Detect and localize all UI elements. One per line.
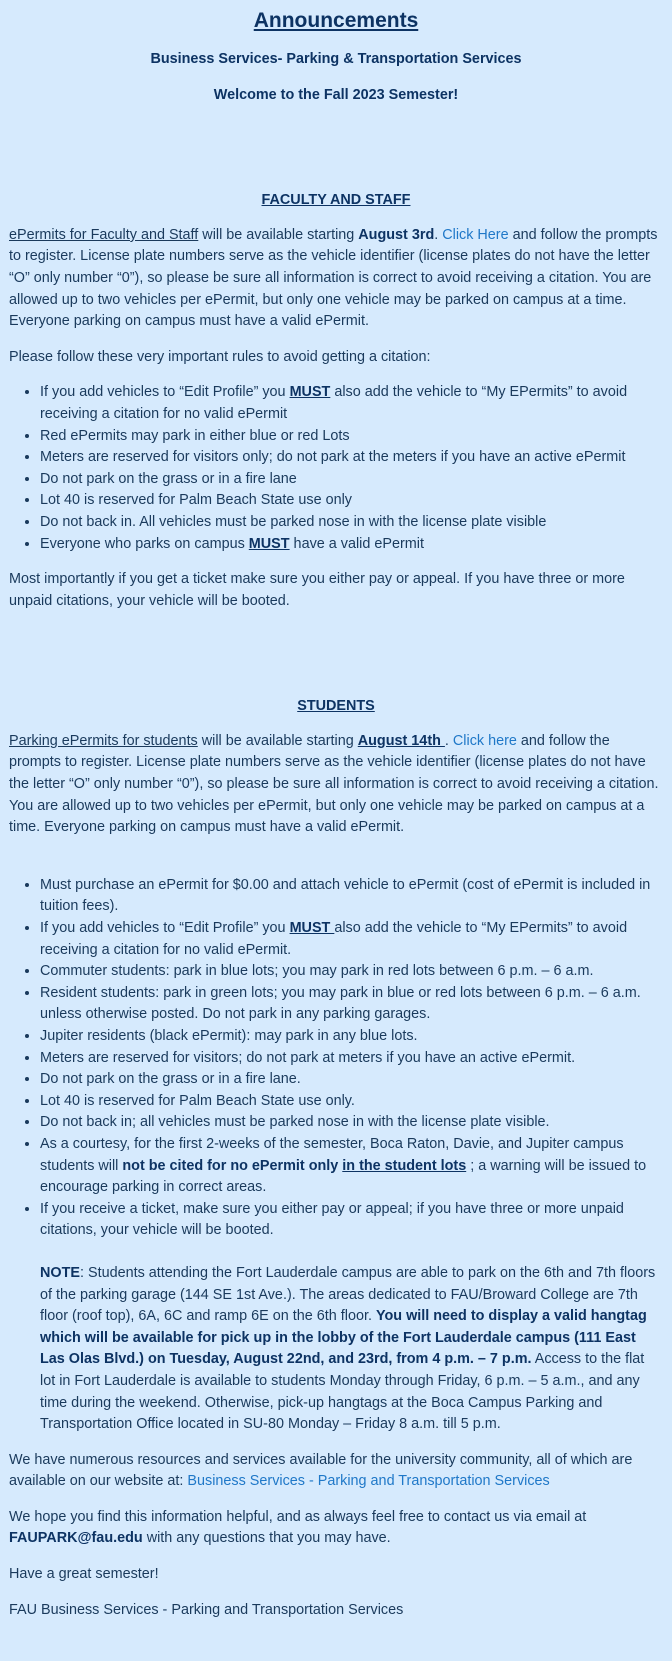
faculty-permit-link[interactable]: ePermits for Faculty and Staff bbox=[9, 226, 199, 243]
faculty-closing: Most importantly if you get a ticket make sure you either pay or appeal. If you have three or more unpaid citations, your vehicle will be booted. bbox=[9, 571, 625, 609]
list-item: • Lot 40 is reserved for Palm Beach State use only bbox=[40, 490, 663, 512]
resources-paragraph: We have numerous resources and services available for the university community, all of which are available on our website at: Business Services - Parking and Transportation Services bbox=[9, 1451, 633, 1490]
students-intro: Parking ePermits for students will be available starting August 14th . Click here and follow the prompts to register. License plate numbers serve as the vehicle identifier (license plates do not have the letter “O” only number “0”), so please be sure all information is correct to avoid receiving a citation. You are allowed up to two vehicles per ePermit, but only one vehicle may be parked on campus at a time. Everyone parking on campus must have a valid ePermit. bbox=[9, 732, 659, 836]
faculty-heading: FACULTY AND STAFF bbox=[261, 192, 411, 209]
list-item: • If you add vehicles to “Edit Profile” you MUST also add the vehicle to “My EPermits” to avoid receiving a citation for no valid ePermit bbox=[40, 382, 663, 425]
faculty-section bbox=[9, 190, 663, 612]
list-item: • Must purchase an ePermit for $0.00 and attach vehicle to ePermit (cost of ePermit is included in tuition fees). bbox=[40, 875, 663, 918]
faculty-intro: ePermits for Faculty and Staff will be available starting August 3rd. Click Here and follow the prompts to register. License plate numbers serve as the vehicle identifier (license plates do not have the letter “O” only number “0”), so please be sure all information is correct to avoid receiving a citation. You are allowed up to two vehicles per ePermit, but only one vehicle may be parked on campus at a time. Everyone parking on campus must have a valid ePermit. bbox=[9, 226, 658, 330]
students-start-date: August 14th bbox=[357, 732, 445, 749]
list-item: • Red ePermits may park in either blue or red Lots bbox=[40, 426, 663, 448]
list-item: • Do not park on the grass or in a fire lane. bbox=[40, 1069, 663, 1091]
website-link[interactable]: Business Services - Parking and Transportation Services bbox=[187, 1473, 550, 1490]
students-permit-link[interactable]: Parking ePermits for students bbox=[9, 732, 198, 749]
list-item: • Resident students: park in green lots; you may park in blue or red lots between 6 p.m. – 6 a.m. unless otherwise posted. Do not park in any parking garages. bbox=[40, 983, 663, 1026]
welcome-message: Welcome to the Fall 2023 Semester! bbox=[213, 86, 459, 103]
faculty-start-date: August 3rd bbox=[358, 226, 435, 243]
list-item: • Jupiter residents (black ePermit): may park in any blue lots. bbox=[40, 1026, 663, 1048]
list-item: • If you receive a ticket, make sure you either pay or appeal; if you have three or more unpaid citations, your vehicle will be booted. bbox=[40, 1199, 663, 1242]
list-item: • Everyone who parks on campus MUST have a valid ePermit bbox=[40, 534, 663, 556]
contact-email[interactable]: FAUPARK@fau.edu bbox=[9, 1530, 143, 1547]
farewell-message: Have a great semester! bbox=[9, 1566, 159, 1583]
students-rules-list bbox=[9, 875, 663, 1242]
list-item: • Commuter students: park in blue lots; you may park in red lots between 6 p.m. – 6 a.m. bbox=[40, 961, 663, 983]
fort-lauderdale-note: NOTE: Students attending the Fort Lauderdale campus are able to park on the 6th and 7th floors of the parking garage (144 SE 1st Ave.). The areas dedicated to FAU/Broward College are 7th floor (roof top), 6A, 6C and ramp 6E on the 6th floor. You will need to display a valid hangtag which will be available for pick up in the lobby of the Fort Lauderdale campus (111 East Las Olas Blvd.) on Tuesday, August 22nd, and 23rd, from 4 p.m. – 7 p.m. Access to the flat lot in Fort Lauderdale is available to students Monday through Friday, 6 p.m. – 5 a.m., and any time during the weekend. Otherwise, pick-up hangtags at the Boca Campus Parking and Transportation Office located in SU-80 Monday – Friday 8 a.m. till 5 p.m. bbox=[40, 1264, 656, 1433]
signature: FAU Business Services - Parking and Transportation Services bbox=[9, 1601, 404, 1618]
faculty-rules-list bbox=[9, 382, 663, 555]
list-item: • Do not back in; all vehicles must be parked nose in with the license plate visible. bbox=[40, 1112, 663, 1134]
faculty-click-here-link[interactable]: Click Here bbox=[442, 226, 509, 243]
students-heading: STUDENTS bbox=[297, 698, 375, 715]
list-item: • As a courtesy, for the first 2-weeks of the semester, Boca Raton, Davie, and Jupiter campus students will not be cited for no ePermit only in the student lots ; a warning will be issued to encourage parking in correct areas. bbox=[40, 1134, 663, 1199]
students-section bbox=[9, 696, 663, 1435]
list-item: • Meters are reserved for visitors; do not park at meters if you have an active ePermit. bbox=[40, 1048, 663, 1070]
faculty-rules-intro: Please follow these very important rules to avoid getting a citation: bbox=[9, 348, 431, 365]
list-item: • If you add vehicles to “Edit Profile” you MUST also add the vehicle to “My EPermits” to avoid receiving a citation for no valid ePermit. bbox=[40, 918, 663, 961]
list-item: • Meters are reserved for visitors only; do not park at the meters if you have an active ePermit bbox=[40, 447, 663, 469]
contact-paragraph: We hope you find this information helpful, and as always feel free to contact us via email at FAUPARK@fau.edu with any questions that you may have. bbox=[9, 1508, 587, 1547]
page-title: Announcements bbox=[253, 9, 419, 32]
students-click-here-link[interactable]: Click here bbox=[452, 732, 517, 749]
list-item: • Lot 40 is reserved for Palm Beach State use only. bbox=[40, 1091, 663, 1113]
list-item: • Do not park on the grass or in a fire lane bbox=[40, 469, 663, 491]
note-label: NOTE bbox=[40, 1264, 80, 1281]
department-subtitle: Business Services- Parking & Transportation Services bbox=[150, 51, 522, 67]
list-item: • Do not back in. All vehicles must be parked nose in with the license plate visible bbox=[40, 512, 663, 534]
